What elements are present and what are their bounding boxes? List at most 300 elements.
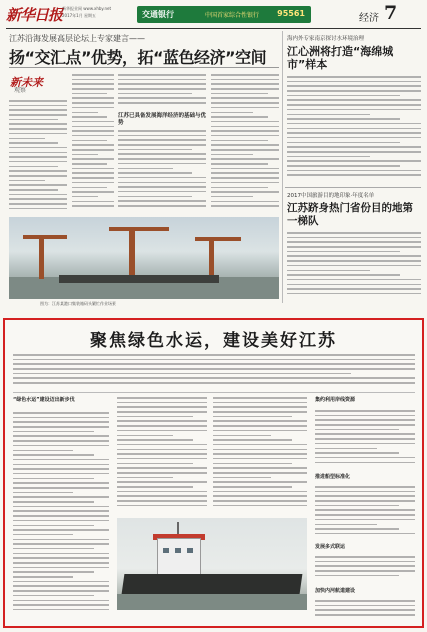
text-line (13, 359, 415, 361)
text-line (211, 158, 279, 160)
text-line (9, 152, 67, 154)
text-line (287, 146, 421, 148)
text-line (211, 201, 279, 203)
top-story-kicker: 江苏沿海发展高层论坛上专家建言—— (9, 34, 145, 43)
text-line (9, 114, 67, 116)
right-story-kicker: 海内外专家南京探讨水环境治理 (287, 36, 365, 42)
text-line (213, 491, 307, 493)
text-line (315, 433, 415, 435)
text-line (72, 201, 114, 203)
text-line (211, 97, 279, 99)
featured-article-lead (13, 354, 415, 388)
text-line (9, 166, 58, 168)
text-line (72, 97, 114, 99)
text-line (315, 605, 415, 607)
text-line (118, 200, 206, 202)
text-line (72, 168, 114, 170)
text-line (211, 107, 279, 109)
text-line (117, 505, 207, 507)
text-line (211, 154, 253, 156)
text-line (211, 163, 268, 165)
text-line (9, 138, 45, 140)
text-line (287, 174, 421, 176)
text-line (117, 444, 207, 446)
text-line (287, 293, 421, 295)
text-line (13, 496, 109, 498)
text-line (13, 473, 109, 475)
featured-article-title: 聚焦绿色水运，建设美好江苏 (90, 331, 337, 351)
text-line (315, 575, 399, 577)
text-line (13, 440, 109, 442)
text-line (315, 500, 415, 502)
text-line (118, 191, 206, 193)
text-line (287, 114, 370, 116)
text-line (117, 453, 207, 455)
column-logo (10, 74, 55, 96)
text-line (13, 581, 109, 583)
crane-boom-3 (195, 237, 241, 241)
text-line (72, 112, 98, 114)
text-line (118, 149, 192, 151)
text-line (118, 139, 206, 141)
text-line (117, 467, 207, 469)
right-story2-body (287, 232, 421, 302)
text-line (72, 205, 114, 207)
featured-body-col1 (13, 412, 109, 618)
ship-window (163, 548, 169, 553)
text-line (315, 486, 415, 488)
text-line (213, 420, 307, 422)
edition-line: 新华报业网 www.xhby.net (62, 6, 112, 11)
featured-body-col4d (315, 600, 415, 620)
text-line (117, 397, 207, 399)
top-story-body-col1 (9, 100, 67, 214)
text-line (118, 186, 206, 188)
text-line (13, 506, 109, 508)
text-line (118, 93, 192, 95)
text-line (213, 416, 292, 418)
text-line (72, 93, 107, 95)
text-line (117, 449, 207, 451)
text-line (118, 88, 206, 90)
text-line (13, 431, 94, 433)
text-line (9, 128, 67, 130)
text-line (13, 539, 109, 541)
featured-body-col4b (315, 486, 415, 540)
text-line (118, 168, 173, 170)
text-line (117, 500, 207, 502)
text-line (13, 576, 73, 578)
text-line (315, 509, 415, 511)
text-line (213, 505, 307, 507)
text-line (118, 177, 206, 179)
text-line (117, 420, 207, 422)
text-line (13, 600, 109, 602)
text-line (287, 142, 400, 144)
text-line (118, 97, 206, 99)
text-line (9, 147, 67, 149)
text-line (211, 172, 279, 174)
text-line (117, 458, 207, 460)
text-line (315, 457, 415, 459)
text-line (117, 425, 207, 427)
text-line (213, 453, 307, 455)
text-line (287, 170, 421, 172)
right-story2-title: 江苏跻身热门省份目的地第一梯队 (287, 202, 413, 227)
text-line (72, 182, 114, 184)
text-line (213, 411, 307, 413)
text-line (13, 450, 73, 452)
ship-window (175, 548, 181, 553)
text-line (9, 105, 67, 107)
text-line (287, 232, 421, 234)
text-line (13, 377, 415, 379)
text-line (287, 279, 421, 281)
text-line (315, 495, 415, 497)
text-line (287, 81, 421, 83)
text-line (315, 533, 415, 535)
text-line (72, 196, 98, 198)
text-line (118, 74, 206, 76)
text-line (72, 154, 98, 156)
bank-advertisement (137, 6, 311, 23)
text-line (315, 519, 415, 521)
text-line (211, 74, 279, 76)
text-line (211, 130, 279, 132)
text-line (315, 561, 415, 563)
text-line (13, 557, 109, 559)
text-line (213, 425, 307, 427)
text-line (287, 288, 421, 290)
text-line (287, 160, 421, 162)
text-line (72, 172, 114, 174)
right-story2-kicker: 2017中国旅游目的地印象·年度名单 (287, 193, 375, 199)
text-line (9, 100, 67, 102)
text-line (72, 121, 114, 123)
section-name: 经济 (359, 13, 379, 24)
text-line (117, 481, 207, 483)
text-line (13, 482, 109, 484)
text-line (72, 177, 114, 179)
text-line (213, 458, 307, 460)
featured-body-col4 (315, 410, 415, 470)
text-line (13, 529, 109, 531)
crane-boom-2 (109, 227, 169, 231)
text-line (213, 467, 307, 469)
text-line (287, 90, 421, 92)
text-line (72, 116, 107, 118)
text-line (9, 161, 67, 163)
cargo-ship (59, 275, 219, 283)
text-line (211, 88, 279, 90)
text-line (72, 88, 114, 90)
text-line (211, 121, 279, 123)
text-line (118, 205, 206, 207)
text-line (287, 85, 421, 87)
text-line (117, 472, 207, 474)
text-line (211, 135, 279, 137)
right-story-title: 江心洲将打造“海绵城市”样本 (287, 45, 394, 71)
text-line (118, 79, 206, 81)
text-line (287, 137, 421, 139)
text-line (211, 102, 279, 104)
text-line (315, 448, 377, 450)
text-line (117, 402, 207, 404)
text-line (9, 194, 67, 196)
text-line (13, 515, 109, 517)
text-line (13, 368, 415, 370)
text-line (213, 472, 307, 474)
text-line (213, 463, 292, 465)
text-line (13, 525, 94, 527)
text-line (13, 562, 109, 564)
text-line (287, 109, 421, 111)
text-line (118, 196, 192, 198)
text-line (287, 118, 400, 120)
text-line (213, 481, 307, 483)
text-line (13, 464, 109, 466)
text-line (9, 133, 67, 135)
text-line (287, 99, 421, 101)
text-line (72, 191, 114, 193)
text-line (13, 454, 94, 456)
text-line (72, 107, 114, 109)
featured-body-col4c (315, 556, 415, 584)
text-line (9, 208, 67, 210)
text-line (211, 79, 279, 81)
ship-cabin (157, 538, 201, 576)
featured-subhead-2: 集约利用岸线资源 (315, 397, 356, 403)
text-line (72, 126, 114, 128)
text-line (13, 421, 109, 423)
text-line (287, 76, 421, 78)
crane-tower-1 (39, 235, 44, 279)
text-line (315, 410, 415, 412)
column-name: 新未来 (10, 76, 43, 89)
text-line (315, 609, 415, 611)
text-line (211, 144, 279, 146)
text-line (287, 274, 400, 276)
date-line: 2017年1月 星期五 (62, 13, 96, 18)
text-line (118, 182, 206, 184)
harbour-photo (9, 217, 279, 299)
harbour-photo-caption: 图为：江苏某港口集装箱码头繁忙作业场景 (40, 301, 116, 306)
text-line (117, 495, 207, 497)
text-line (13, 604, 109, 606)
text-line (287, 246, 421, 248)
text-line (13, 520, 109, 522)
text-line (315, 614, 415, 616)
text-line (72, 144, 114, 146)
ad-brand: 交通银行 (142, 10, 174, 19)
text-line (315, 491, 415, 493)
text-line (213, 435, 271, 437)
text-line (213, 500, 307, 502)
text-line (117, 411, 207, 413)
paper-logo: 新华日报 (6, 6, 63, 24)
text-line (315, 600, 415, 602)
text-line (287, 237, 421, 239)
text-line (211, 182, 279, 184)
text-line (315, 514, 415, 516)
text-line (13, 354, 415, 356)
text-line (9, 184, 67, 186)
text-line (72, 163, 107, 165)
text-line (117, 463, 193, 465)
text-line (315, 424, 415, 426)
text-line (287, 241, 421, 243)
text-line (315, 419, 415, 421)
text-line (117, 439, 193, 441)
text-line (13, 553, 109, 555)
featured-subhead-4: 发展多式联运 (315, 544, 346, 550)
top-story-body-col3 (118, 74, 206, 110)
text-line (211, 205, 279, 207)
text-line (9, 180, 45, 182)
text-line (118, 144, 206, 146)
text-line (13, 382, 415, 384)
text-line (315, 565, 415, 567)
text-line (72, 135, 114, 137)
text-line (13, 534, 73, 536)
text-line (9, 156, 67, 158)
text-line (287, 251, 400, 253)
text-line (315, 443, 415, 445)
text-line (213, 444, 307, 446)
text-line (287, 104, 421, 106)
right-story-body (287, 76, 421, 184)
text-line (13, 585, 109, 587)
text-line (117, 406, 207, 408)
masthead (6, 2, 421, 28)
text-line (72, 83, 114, 85)
text-line (117, 430, 207, 432)
ship-hull (122, 574, 303, 594)
text-line (315, 524, 377, 526)
text-line (9, 198, 67, 200)
column-tag: 观察 (14, 87, 27, 94)
text-line (287, 265, 421, 267)
river-water (117, 594, 307, 610)
text-line (287, 260, 421, 262)
text-line (213, 439, 292, 441)
text-line (213, 406, 307, 408)
text-line (9, 175, 67, 177)
text-line (13, 417, 109, 419)
text-line (13, 571, 94, 573)
text-line (9, 109, 67, 111)
text-line (211, 126, 279, 128)
text-line (287, 270, 370, 272)
text-line (9, 170, 67, 172)
right-story-divider (285, 187, 421, 188)
text-line (13, 543, 109, 545)
text-line (9, 189, 58, 191)
text-line (117, 486, 193, 488)
text-line (211, 177, 279, 179)
cargo-ship-photo (117, 518, 307, 610)
text-line (211, 83, 279, 85)
text-line (118, 130, 206, 132)
text-line (13, 363, 415, 365)
text-line (118, 102, 206, 104)
text-line (13, 595, 94, 597)
text-line (117, 491, 207, 493)
text-line (315, 429, 399, 431)
text-line (13, 487, 109, 489)
text-line (315, 462, 415, 464)
text-line (213, 449, 307, 451)
text-line (9, 123, 67, 125)
text-line (13, 373, 351, 375)
top-story-headline: 扬“交汇点”优势，拓“蓝色经济”空间 (9, 48, 267, 67)
text-line (13, 548, 94, 550)
text-line (72, 187, 107, 189)
text-line (13, 426, 109, 428)
top-story-body-col2 (72, 74, 114, 214)
text-line (287, 156, 370, 158)
text-line (117, 416, 193, 418)
text-line (72, 79, 114, 81)
ad-phone: 95561 (277, 9, 305, 18)
text-line (211, 191, 279, 193)
text-line (13, 459, 109, 461)
text-line (118, 135, 206, 137)
featured-subhead-3: 推进船型标准化 (315, 474, 351, 480)
text-line (211, 116, 268, 118)
text-line (13, 567, 109, 569)
text-line (315, 556, 415, 558)
text-line (118, 163, 206, 165)
text-line (72, 130, 114, 132)
text-line (13, 478, 94, 480)
text-line (211, 112, 253, 114)
text-line (287, 255, 421, 257)
ship-window (187, 548, 193, 553)
text-line (72, 74, 114, 76)
text-line (287, 284, 421, 286)
top-story-subhead: 江苏已具备发展海洋经济的基础与优势 (118, 113, 207, 126)
text-line (9, 203, 67, 205)
featured-subhead-1: “绿色水运”建设迈出新步伐 (13, 397, 75, 403)
text-line (118, 172, 192, 174)
text-line (118, 83, 206, 85)
text-line (9, 119, 58, 121)
top-story-body-col4 (211, 74, 279, 214)
text-line (315, 570, 415, 572)
text-line (9, 142, 58, 144)
headline-divider (9, 67, 279, 68)
featured-article (3, 318, 424, 628)
featured-body-col3 (213, 397, 307, 513)
text-line (213, 495, 307, 497)
crane-tower-2 (129, 227, 135, 279)
text-line (13, 510, 109, 512)
text-line (287, 132, 421, 134)
text-line (118, 158, 206, 160)
text-line (287, 151, 421, 153)
text-line (72, 149, 114, 151)
text-line (315, 415, 415, 417)
featured-subhead-5: 加快内河航道建设 (315, 588, 356, 594)
crane-tower-3 (209, 237, 214, 279)
text-line (287, 128, 421, 130)
text-line (13, 412, 109, 414)
text-line (213, 477, 271, 479)
text-line (211, 168, 279, 170)
text-line (211, 93, 268, 95)
text-line (13, 492, 73, 494)
